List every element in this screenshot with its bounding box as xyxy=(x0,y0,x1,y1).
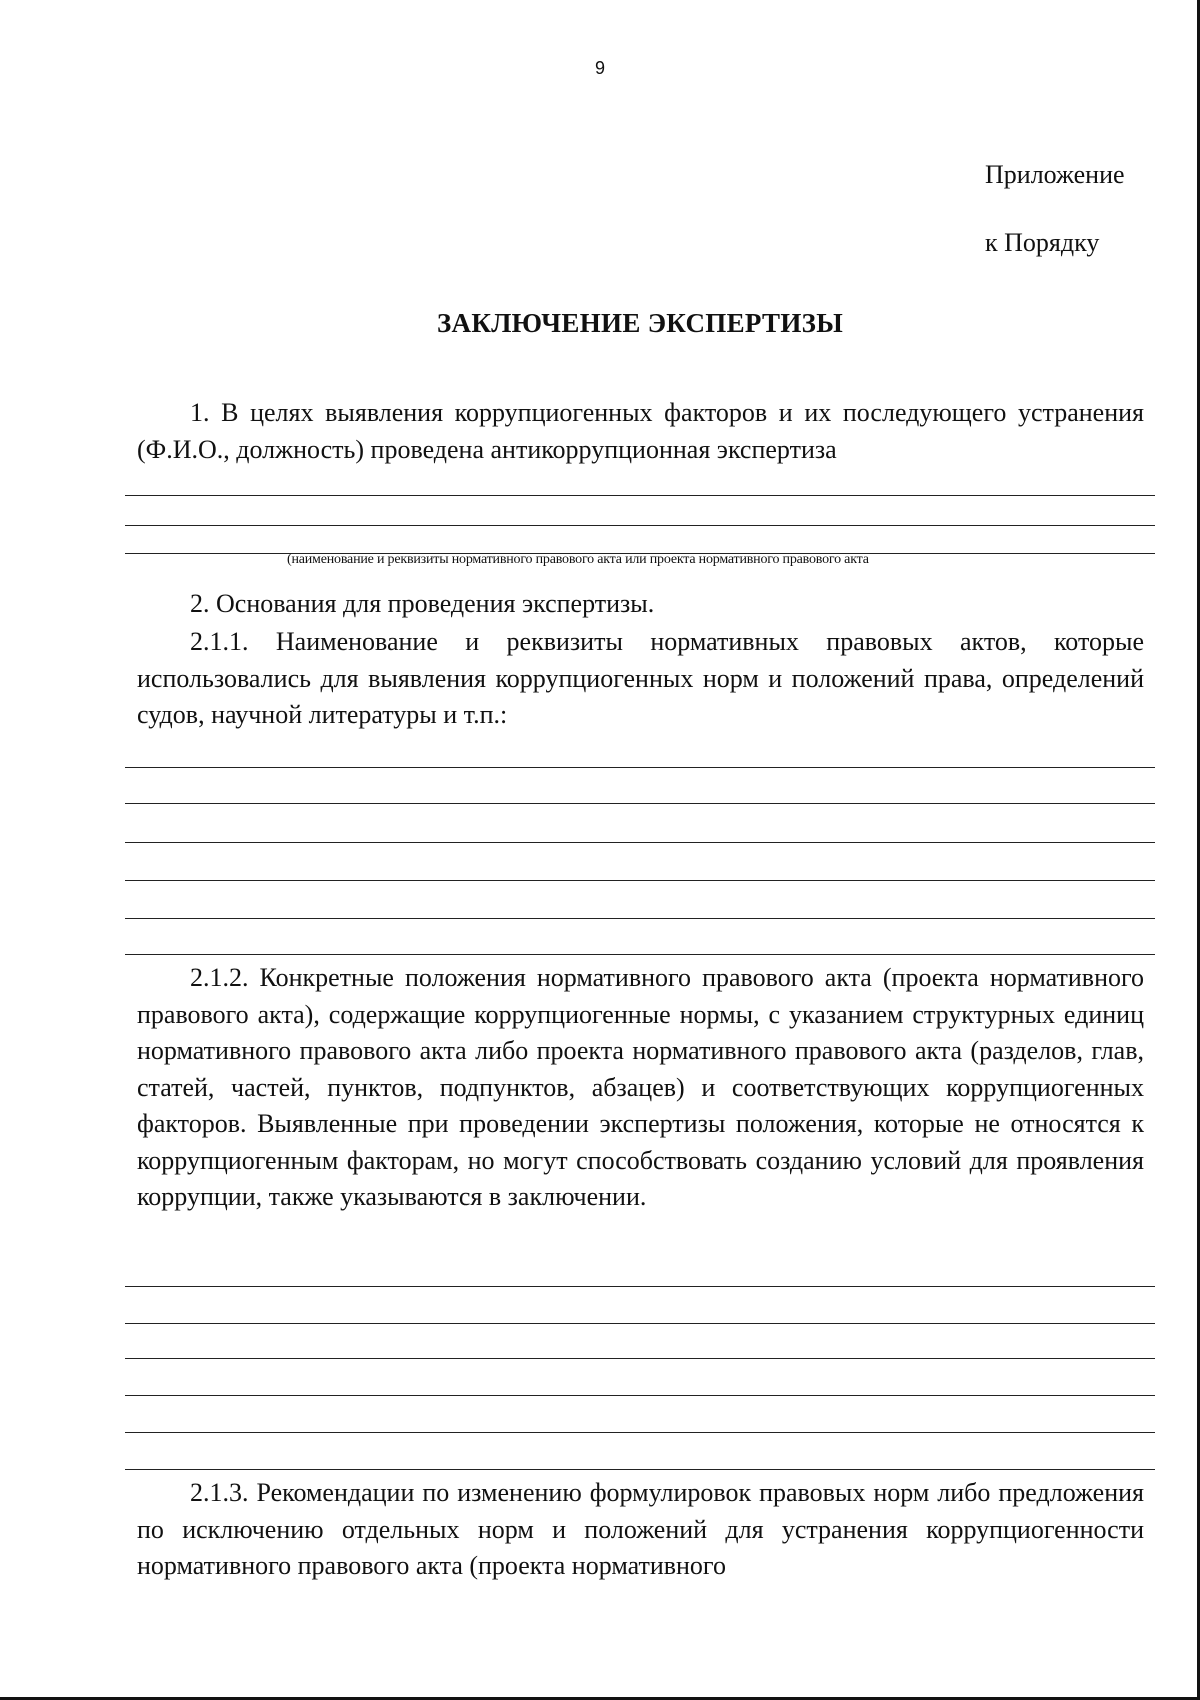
item-2-1-2-text: 2.1.2. Конкретные положения нормативного правового акта (проекта нормативного правового акта), содержащие коррупциогенные нормы, с указанием структурных единиц нормативного правового акта либо проекта нормативного правового акта (разделов, глав, статей, частей, пунктов, подпунктов, абзацев) и соответствующих коррупциогенных факторов. Выявленные при проведении экспертизы положения, которые не относятся к коррупциогенным факторам, но могут способствовать созданию условий для проявления коррупции, также указываются в заключении. xyxy=(137,963,1144,1211)
fill-line[interactable] xyxy=(125,525,1155,526)
fill-line[interactable] xyxy=(125,880,1155,881)
document-title: ЗАКЛЮЧЕНИЕ ЭКСПЕРТИЗЫ xyxy=(436,308,844,338)
fill-line[interactable] xyxy=(125,1323,1155,1324)
item-2-1-1-text: 2.1.1. Наименование и реквизиты нормативных правовых актов, которые использовались для выявления коррупциогенных норм и положений права, определений судов, научной литературы и т.п.: xyxy=(137,627,1144,729)
item-2-1-2-paragraph xyxy=(137,960,1144,1216)
fill-line[interactable] xyxy=(125,1395,1155,1396)
item-2-1-3-paragraph xyxy=(137,1475,1144,1585)
fill-line[interactable] xyxy=(125,1469,1155,1470)
section-1-paragraph xyxy=(137,395,1144,468)
fill-line[interactable] xyxy=(125,1286,1155,1287)
fill-line[interactable] xyxy=(125,1358,1155,1359)
fill-line[interactable] xyxy=(125,803,1155,804)
page-number: 9 xyxy=(594,58,605,78)
fill-line[interactable] xyxy=(125,767,1155,768)
fill-line[interactable] xyxy=(125,918,1155,919)
fill-line[interactable] xyxy=(125,954,1155,955)
appendix-label: Приложение xyxy=(985,160,1125,189)
fill-line[interactable] xyxy=(125,1432,1155,1433)
fill-line[interactable] xyxy=(125,842,1155,843)
fill-line[interactable] xyxy=(125,495,1155,496)
section-1-text: 1. В целях выявления коррупциогенных факторов и их последующего устранения (Ф.И.О., должность) проведена антикоррупционная экспертиза xyxy=(137,398,1144,464)
item-2-1-1-paragraph xyxy=(137,624,1144,734)
field-caption: (наименование и реквизиты нормативного правового акта или проекта нормативного правового акта xyxy=(287,552,869,567)
item-2-1-3-text: 2.1.3. Рекомендации по изменению формулировок правовых норм либо предложения по исключению отдельных норм и положений для устранения коррупциогенности нормативного правового акта (проекта нормативного xyxy=(137,1478,1144,1580)
appendix-reference: к Порядку xyxy=(985,228,1100,257)
section-2-heading: 2. Основания для проведения экспертизы. xyxy=(190,589,655,618)
